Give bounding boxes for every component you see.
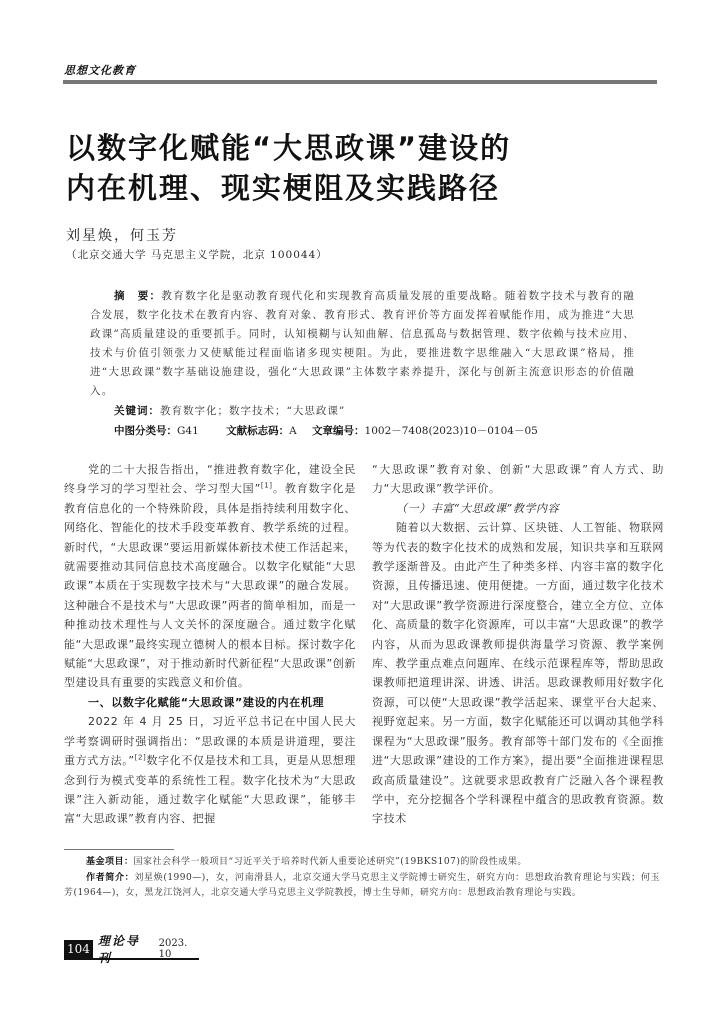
body-column-right (372, 460, 664, 829)
header-divider (63, 80, 657, 84)
title-line-1: 以数字化赋能“大思政课”建设的 (66, 131, 512, 165)
abstract (90, 287, 635, 401)
section-heading-1: 一、以数字化赋能“大思政课”建设的内在机理 (88, 695, 325, 709)
doc-code-value: A (289, 425, 297, 437)
journal-logo: 理论导刊 (97, 934, 140, 965)
paragraph: “大思政课”教育对象、创新“大思政课”育人方式、助力“大思政课”教学评价。 (372, 463, 664, 496)
clc-label: 中图分类号： (114, 425, 177, 437)
author-bio: 作者简介：刘星焕(1990—)，女，河南滑县人，北京交通大学马克思主义学院博士研究生，研究方向：思想政治教育理论与实践；何玉芳(1964—)，女，黑龙江饶河人，北京交通大学马克思主义学院教授，博士生导师，研究方向：思想政治教育理论与实践。 (64, 872, 660, 898)
keywords (114, 403, 345, 418)
abstract-label: 摘 要： (114, 290, 162, 302)
citation-ref[interactable]: [1] (260, 481, 273, 490)
page-footer (64, 934, 199, 965)
footnote-divider (64, 849, 174, 850)
classification-line (114, 423, 538, 438)
doc-code-label: 文献标志码： (226, 425, 290, 437)
subsection-heading: （一）丰富“大思政课”教学内容 (396, 501, 560, 515)
keywords-text: 教育数字化；数字技术；“大思政课” (160, 405, 346, 417)
keywords-label: 关键词： (114, 405, 160, 417)
authors: 刘星焕，何玉芳 (66, 228, 178, 244)
issue-number: 2023. 10 (158, 938, 188, 960)
article-title (66, 128, 511, 208)
clc-value: G41 (177, 425, 199, 437)
affiliation: （北京交通大学 马克思主义学院，北京 100044） (66, 249, 328, 261)
paragraph: 2022 年 4 月 25 日，习近平总书记在中国人民大学考察调研时强调指出：“思政课的本质是讲道理，要注重方式方法。”[2]数字化不仅是技术和工具，更是从思想理念到行为模式变革的系统性工程。数字化技术为“大思政课”注入新动能，通过数字化赋能“大思政课”，能够丰富“大思政课”教育内容、把握 (64, 715, 356, 826)
fund-note: 基金项目：国家社会科学一般项目“习近平关于培养时代新人重要论述研究”(19BKS107)的阶段性成果。 (86, 857, 527, 867)
page-number: 104 (64, 940, 93, 958)
article-no-label: 文章编号： (312, 425, 365, 437)
citation-ref[interactable]: [2] (134, 753, 147, 762)
paragraph: 随着以大数据、云计算、区块链、人工智能、物联网等为代表的数字化技术的成熟和发展，知识共享和互联网教学逐渐普及。由此产生了种类多样、内容丰富的数字化资源，且传播迅速、使用便捷。一方面，通过数字化技术对“大思政课”教学资源进行深度整合，建立全方位、立体化、高质量的数字化资源库，可以丰富“大思政课”的教学内容，从而为思政课教师提供海量学习资源、教学案例库、教学重点难点问题库、在线示范课程库等，帮助思政课教师把道理讲深、讲透、讲活。思政课教师用好数字化资源，可以使“大思政课”教学活起来、课堂平台大起来、视野宽起来。另一方面，数字化赋能还可以调动其他学科课程为“大思政课”服务。教育部等十部门发布的《全面推进“大思政课”建设的工作方案》，提出要“全面推进课程思政高质量建设”。这就要求思政教育广泛融入各个课程教学中，充分挖掘各个学科课程中蕴含的思政教育资源。数字技术 (372, 521, 664, 826)
abstract-text: 教育数字化是驱动教育现代化和实现教育高质量发展的重要战略。随着数字技术与教育的融合发展，数字化技术在教育内容、教育对象、教育形式、教育评价等方面发挥着赋能作用，成为推进“大思政课”高质量建设的重要抓手。同时，认知模糊与认知曲解、信息孤岛与数据管理、数字依赖与技术应用、技术与价值引领张力又使赋能过程面临诸多现实梗阻。为此，要推进数字思维融入“大思政课”格局，推进“大思政课”数字基础设施建设，强化“大思政课”主体数字素养提升，深化与创新主流意识形态的价值融入。 (90, 290, 636, 397)
section-label: 思想文化教育 (64, 64, 136, 77)
paragraph: 党的二十大报告指出，“推进教育数字化，建设全民终身学习的学习型社会、学习型大国”[1]。教育数字化是教育信息化的一个特殊阶段，具体是指持续利用数字化、网络化、智能化的技术手段变革教育、教学系统的过程。新时代，“大思政课”要运用新媒体新技术使工作活起来，就需要推动其同信息技术高度融合。以数字化赋能“大思政课”本质在于实现数字技术与“大思政课”的融合发展。这种融合不是技术与“大思政课”两者的简单相加，而是一种推动技术理性与人文关怀的深度融合。通过数字化赋能“大思政课”最终实现立德树人的根本目标。探讨数字化赋能“大思政课”，对于推动新时代新征程“大思政课”创新型建设具有重要的实践意义和价值。 (64, 463, 356, 690)
title-line-2: 内在机理、现实梗阻及实践路径 (66, 171, 501, 205)
footnotes (64, 855, 660, 902)
article-no-value: 1002－7408(2023)10－0104－05 (364, 425, 538, 437)
body-column-left (64, 460, 356, 829)
